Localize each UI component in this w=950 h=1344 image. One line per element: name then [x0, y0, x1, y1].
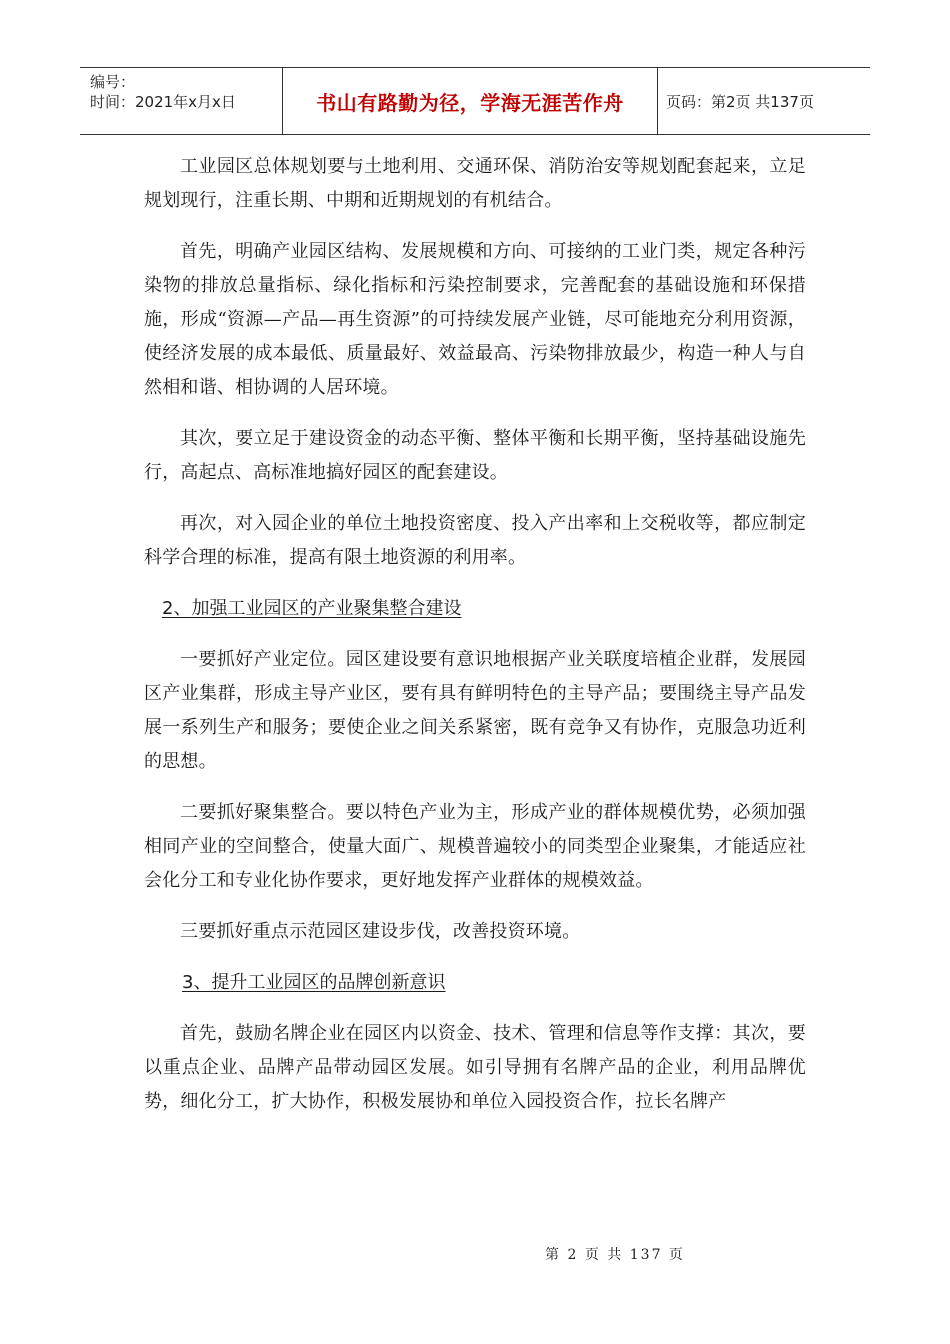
- page-header: [80, 67, 870, 135]
- section-heading-3-text: 3、提升工业园区的品牌创新意识: [182, 972, 446, 993]
- section-heading-2-text: 2、加强工业园区的产业聚集整合建设: [162, 598, 462, 619]
- header-motto: 书山有路勤为径，学海无涯苦作舟: [282, 68, 658, 134]
- paragraph: 工业园区总体规划要与土地利用、交通环保、消防治安等规划配套起来，立足规划现行，注重长期、中期和近期规划的有机结合。: [144, 156, 806, 211]
- paragraph: 再次，对入园企业的单位土地投资密度、投入产出率和上交税收等，都应制定科学合理的标准，提高有限土地资源的利用率。: [144, 513, 806, 568]
- paragraph: 首先，鼓励名牌企业在园区内以资金、技术、管理和信息等作支撑：其次，要以重点企业、品牌产品带动园区发展。如引导拥有名牌产品的企业，利用品牌优势，细化分工，扩大协作，积极发展协和单位入园投资合作，拉长名牌产: [144, 1023, 806, 1112]
- paragraph: 一要抓好产业定位。园区建设要有意识地根据产业关联度培植企业群，发展园区产业集群，形成主导产业区，要有具有鲜明特色的主导产品；要围绕主导产品发展一系列生产和服务；要使企业之间关系紧密，既有竞争又有协作，克服急功近利的思想。: [144, 649, 806, 772]
- paragraph: 二要抓好聚集整合。要以特色产业为主，形成产业的群体规模优势，必须加强相同产业的空间整合，使量大面广、规模普遍较小的同类型企业聚集，才能适应社会化分工和专业化协作要求，更好地发挥产业群体的规模效益。: [144, 802, 806, 891]
- paragraph: 三要抓好重点示范园区建设步伐，改善投资环境。: [180, 921, 581, 942]
- code-label: 编号：: [90, 73, 136, 91]
- header-meta: [80, 68, 282, 134]
- section-heading-2: [144, 592, 806, 626]
- time-label: 时间：2021年x月x日: [90, 93, 236, 111]
- paragraph: 首先，明确产业园区结构、发展规模和方向、可接纳的工业门类，规定各种污染物的排放总量指标、绿化指标和污染控制要求，完善配套的基础设施和环保措施，形成“资源—产品—再生资源”的可持续发展产业链，尽可能地充分利用资源，使经济发展的成本最低、质量最好、效益最高、污染物排放最少，构造一种人与自然相和谐、相协调的人居环境。: [144, 241, 806, 398]
- paragraph: 其次，要立足于建设资金的动态平衡、整体平衡和长期平衡，坚持基础设施先行，高起点、高标准地搞好园区的配套建设。: [144, 428, 806, 483]
- section-heading-3: [144, 966, 806, 1000]
- header-page-info: 页码：第2页 共137页: [666, 92, 814, 111]
- page-footer: 第 2 页 共 137 页: [545, 1247, 685, 1263]
- document-body: [144, 150, 806, 1119]
